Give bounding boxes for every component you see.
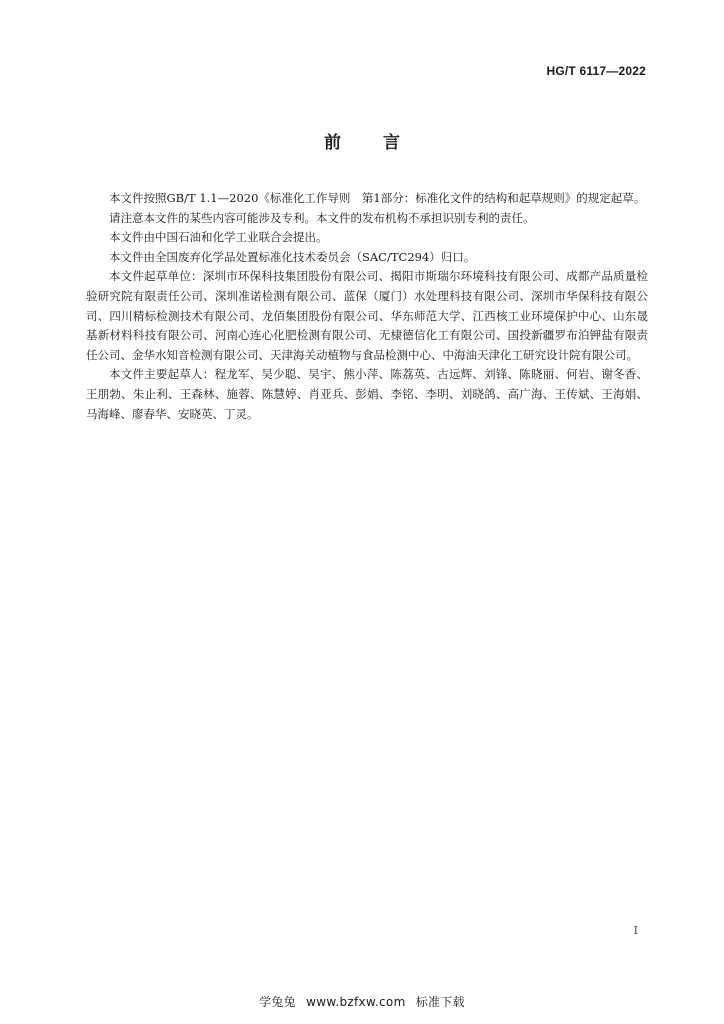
footer-site-name: 学兔兔 [259, 995, 296, 1009]
page-title [0, 128, 724, 153]
paragraph-drafting-organizations: 本文件起草单位：深圳市环保科技集团股份有限公司、揭阳市斯瑞尔环境科技有限公司、成都产品质量检验研究院有限责任公司、深圳准诺检测有限公司、蓝保（厦门）水处理科技有限公司、深圳市华保科技有限公司、四川精标检测技术有限公司、龙佰集团股份有限公司、华东师范大学、江西核工业环境保护中心、山东晟基新材料科技有限公司、河南心连心化肥检测有限公司、无棣德信化工有限公司、国投新疆罗布泊钾盐有限责任公司、金华水知音检测有限公司、天津海关动植物与食品检测中心、中海油天津化工研究设计院有限公司。 [86, 269, 648, 362]
footer-site-url[interactable]: www.bzfxw.com [306, 995, 406, 1009]
paragraph-drafters: 本文件主要起草人：程龙军、吴少聪、吴宇、熊小萍、陈荔英、古远辉、刘锋、陈晓丽、何岩、谢冬香、王朋勃、朱止利、王森林、施蓉、陈慧婷、肖亚兵、彭娟、李铭、李明、刘晓鸽、高广海、王传斌、王海娟、马海峰、廖春华、安晓英、丁灵。 [86, 367, 648, 421]
paragraph-proposer: 本文件由中国石油和化学工业联合会提出。 [109, 230, 328, 245]
footer-watermark [0, 993, 724, 1010]
foreword-body [86, 189, 648, 424]
document-code: HG/T 6117—2022 [546, 64, 646, 78]
paragraph-technical-committee: 本文件由全国废弃化学品处置标准化技术委员会（SAC/TC294）归口。 [109, 249, 476, 264]
footer-site-desc: 标准下载 [415, 995, 465, 1009]
page-number: I [633, 924, 638, 937]
paragraph-drafting-rules: 本文件按照GB/T 1.1—2020《标准化工作导则 第1部分：标准化文件的结构和起草规则》的规定起草。 [109, 191, 646, 205]
title-char-2: 言 [383, 133, 400, 153]
title-char-1: 前 [324, 133, 341, 153]
paragraph-patent-notice: 请注意本文件的某些内容可能涉及专利。本文件的发布机构不承担识别专利的责任。 [109, 210, 535, 225]
